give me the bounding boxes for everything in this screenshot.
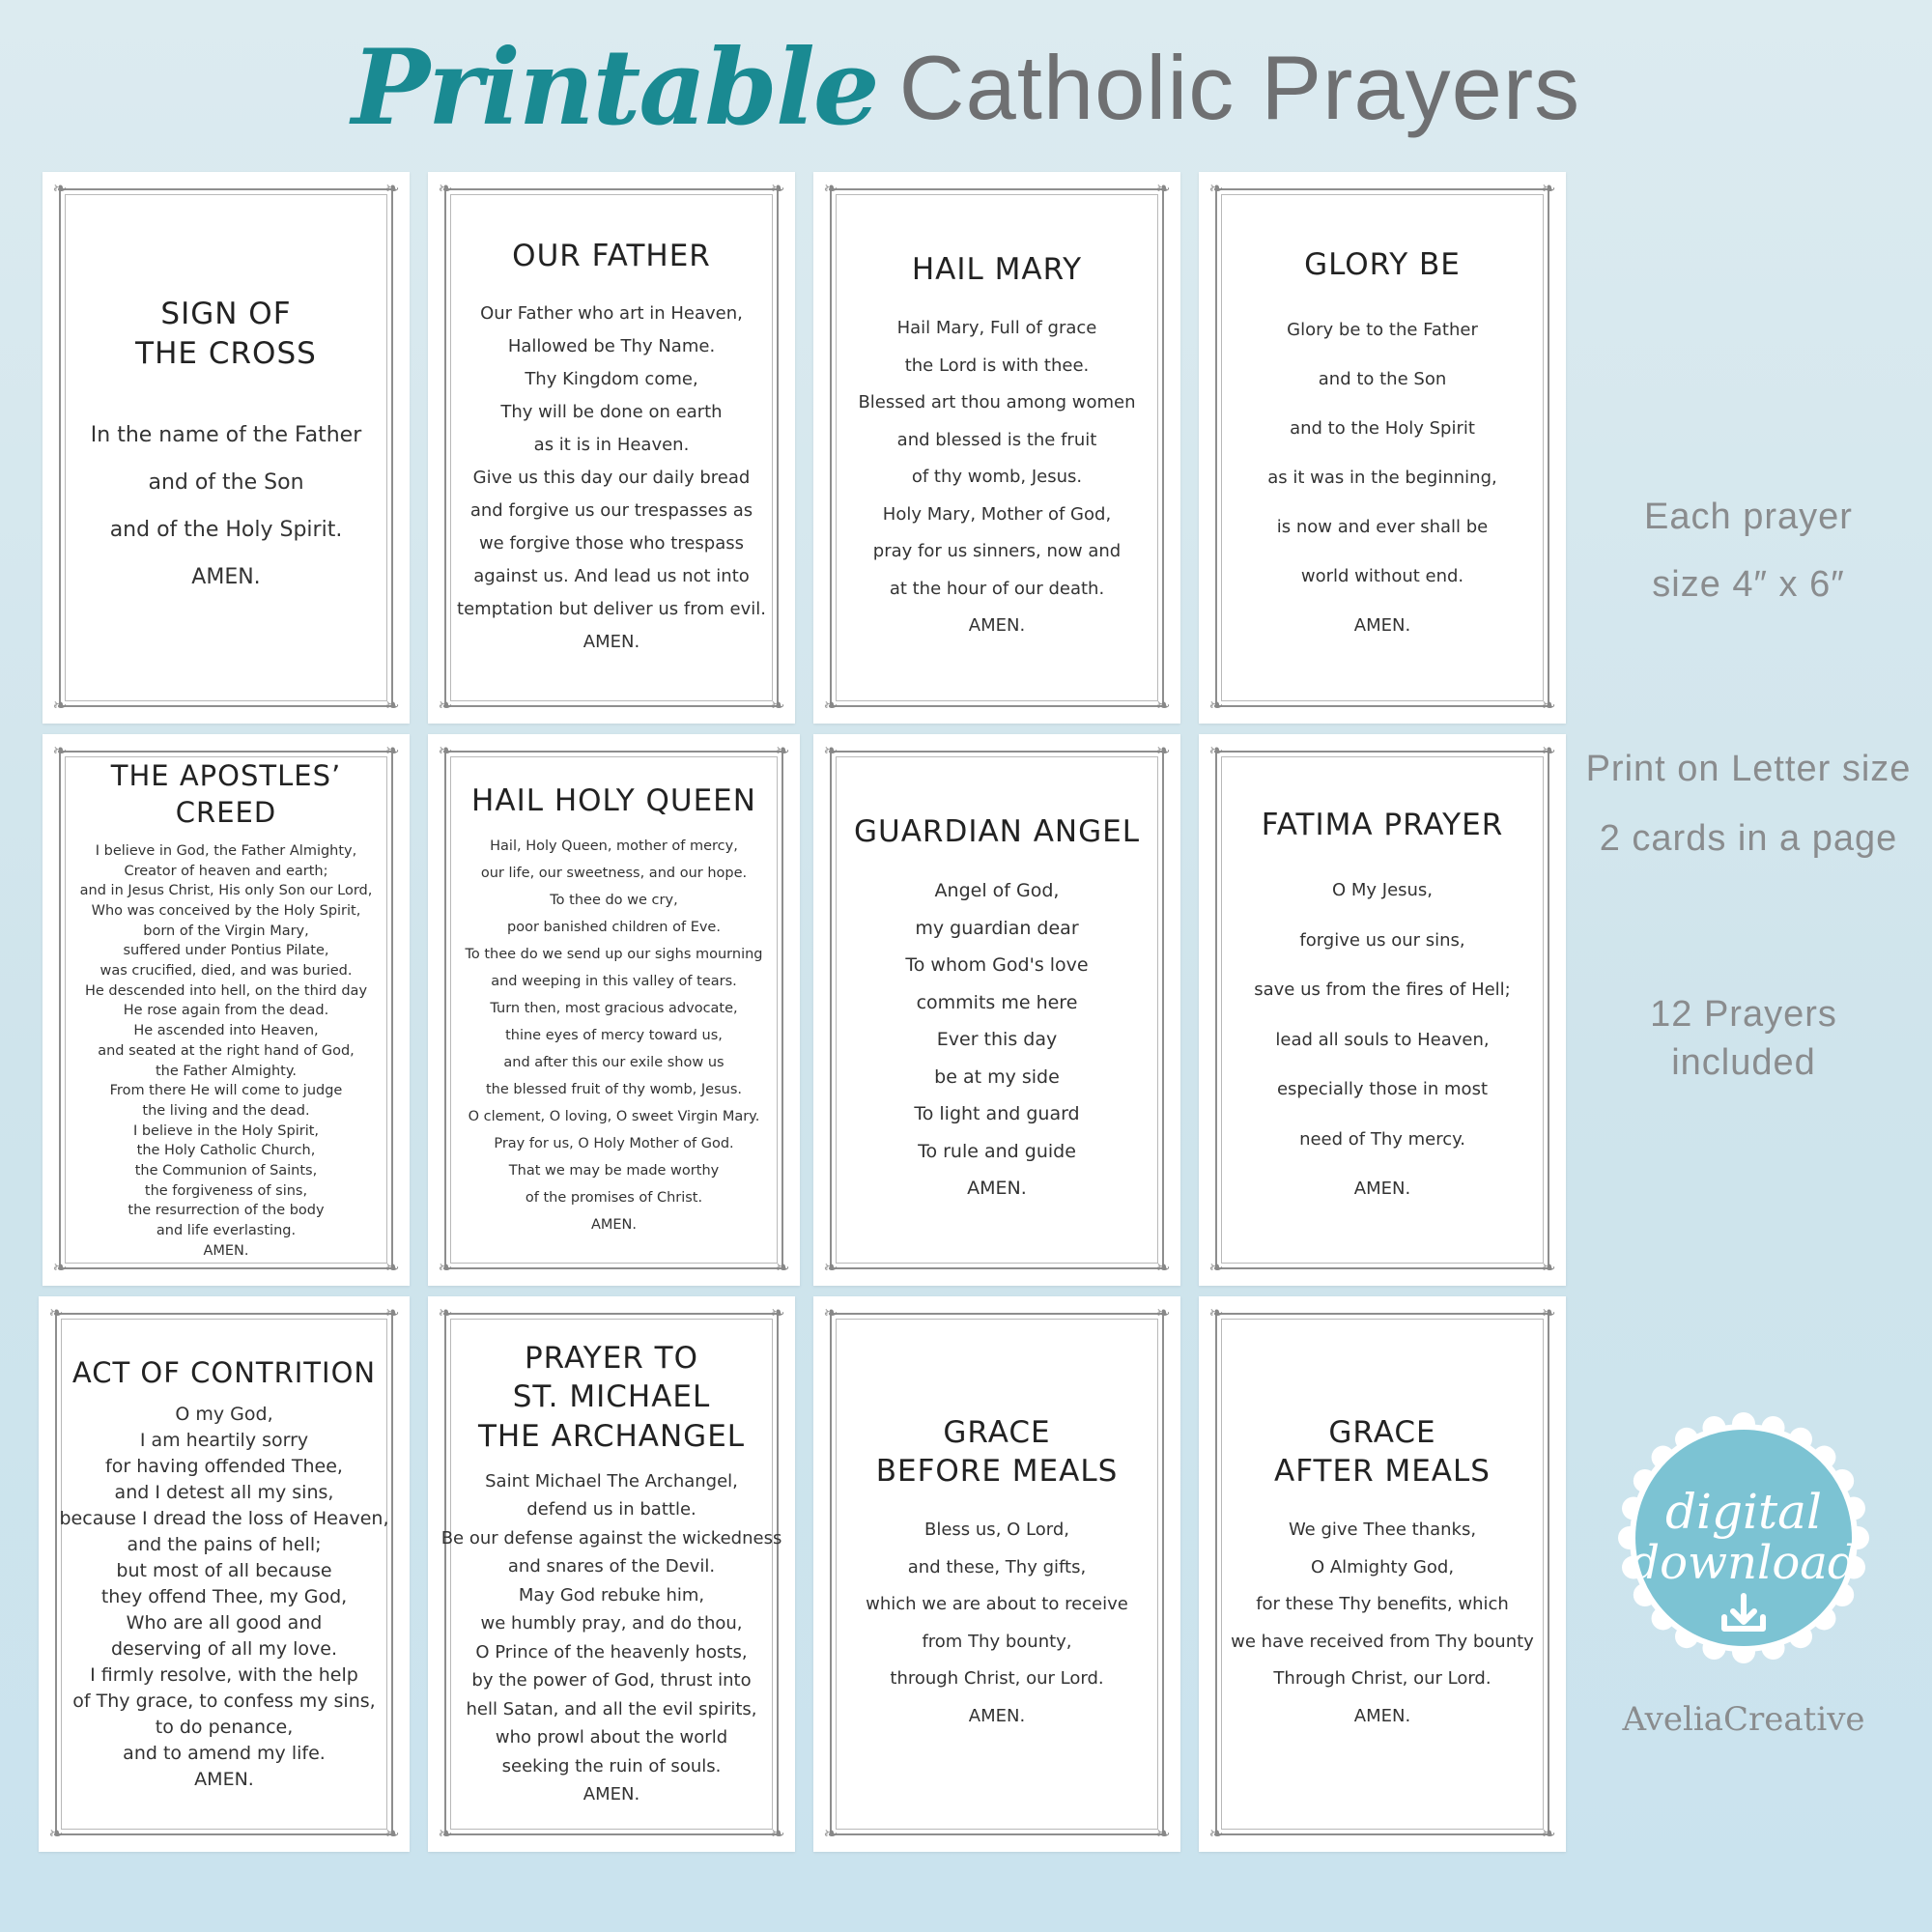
- card-prayer-text: [1254, 866, 1511, 1214]
- prayer-line: Thy will be done on earth: [500, 401, 723, 422]
- size-info-line2: size 4″ x 6″: [1652, 564, 1845, 605]
- prayer-line: be at my side: [934, 1065, 1060, 1088]
- prayer-line: deserving of all my love.: [110, 1637, 338, 1660]
- prayer-line: and to the Holy Spirit: [1290, 418, 1475, 440]
- prayer-line: Hail, Holy Queen, mother of mercy,: [490, 838, 738, 854]
- card-prayer-text: [465, 833, 762, 1238]
- prayer-line: He ascended into Heaven,: [133, 1023, 319, 1039]
- card-prayer-text: [1267, 305, 1496, 650]
- corner-ornament-icon: ❧: [1541, 1824, 1556, 1844]
- prayer-line: the Communion of Saints,: [134, 1163, 318, 1179]
- corner-ornament-icon: ❧: [1155, 1303, 1171, 1323]
- prayer-line: and these, Thy gifts,: [907, 1556, 1087, 1577]
- prayer-line: and to the Son: [1318, 369, 1447, 390]
- corner-ornament-icon: ❧: [438, 1824, 453, 1844]
- card-title: PRAYER TO ST. MICHAEL THE ARCHANGEL: [477, 1341, 746, 1454]
- prayer-card-grace-after-meals: [1199, 1296, 1566, 1852]
- corner-ornament-icon: ❧: [1541, 696, 1556, 716]
- corner-ornament-icon: ❧: [52, 696, 68, 716]
- corner-ornament-icon: ❧: [775, 1258, 790, 1278]
- prayer-line: save us from the fires of Hell;: [1254, 980, 1511, 1001]
- size-info: [1575, 483, 1922, 618]
- print-info: [1570, 734, 1927, 873]
- corner-ornament-icon: ❧: [384, 696, 400, 716]
- page-title: [0, 27, 1932, 153]
- prayer-line: pray for us sinners, now and: [872, 541, 1122, 562]
- prayer-line: I believe in God, the Father Almighty,: [95, 842, 357, 859]
- prayer-line: Angel of God,: [934, 880, 1060, 902]
- prayer-line: as it is in Heaven.: [533, 434, 690, 455]
- prayer-line: the Father Almighty.: [156, 1063, 297, 1079]
- card-content: [840, 172, 1153, 724]
- prayer-line: temptation but deliver us from evil.: [457, 598, 766, 619]
- prayer-line: we have received from Thy bounty: [1231, 1631, 1534, 1652]
- prayer-line: Bless us, O Lord,: [924, 1520, 1069, 1541]
- prayer-line: through Christ, our Lord.: [890, 1668, 1104, 1690]
- card-content: [1226, 734, 1539, 1286]
- card-prayer-text: [91, 412, 361, 601]
- corner-ornament-icon: ❧: [48, 1824, 64, 1844]
- corner-ornament-icon: ❧: [52, 179, 68, 199]
- prayer-line: is now and ever shall be: [1276, 517, 1489, 538]
- card-title: HAIL MARY: [911, 252, 1083, 288]
- card-content: [1226, 172, 1539, 724]
- prayer-line: of the promises of Christ.: [525, 1189, 703, 1206]
- corner-ornament-icon: ❧: [438, 179, 453, 199]
- badge-line1: digital: [1665, 1484, 1822, 1540]
- prayer-line: for having offended Thee,: [105, 1455, 343, 1477]
- prayer-card-grace-before-meals: [813, 1296, 1180, 1852]
- card-content: [70, 734, 383, 1286]
- prayer-line: because I dread the loss of Heaven,: [59, 1507, 389, 1529]
- prayer-line: and weeping in this valley of tears.: [491, 973, 737, 989]
- size-info-line1: Each prayer: [1644, 497, 1853, 537]
- prayer-line: the living and the dead.: [142, 1102, 310, 1119]
- corner-ornament-icon: ❧: [1155, 741, 1171, 761]
- prayer-line: but most of all because: [116, 1559, 332, 1581]
- prayer-line: Blessed art thou among women: [858, 392, 1136, 413]
- prayer-line: and after this our exile show us: [503, 1054, 724, 1070]
- card-title: OUR FATHER: [512, 239, 711, 274]
- prayer-line: defend us in battle.: [526, 1499, 696, 1520]
- card-prayer-text: [457, 298, 766, 659]
- prayer-line: We give Thee thanks,: [1288, 1520, 1477, 1541]
- title-main-words: Catholic Prayers: [898, 37, 1581, 138]
- prayer-line: we forgive those who trespass: [478, 532, 745, 554]
- card-title: SIGN OF THE CROSS: [135, 297, 317, 371]
- card-content: [455, 734, 773, 1286]
- prayer-line: for these Thy benefits, which: [1256, 1594, 1509, 1615]
- card-prayer-text: [80, 841, 373, 1262]
- prayer-line: That we may be made worthy: [508, 1162, 720, 1179]
- corner-ornament-icon: ❧: [1155, 696, 1171, 716]
- prayer-line: AMEN.: [1353, 1179, 1411, 1200]
- card-title: THE APOSTLES’ CREED: [110, 759, 342, 830]
- corner-ornament-icon: ❧: [770, 696, 785, 716]
- prayer-line: AMEN.: [968, 1705, 1026, 1726]
- title-script-word: Printable: [351, 27, 878, 149]
- prayer-line: of Thy grace, to confess my sins,: [72, 1690, 376, 1712]
- prayer-line: AMEN.: [582, 1784, 640, 1805]
- corner-ornament-icon: ❧: [384, 1258, 400, 1278]
- corner-ornament-icon: ❧: [770, 1824, 785, 1844]
- corner-ornament-icon: ❧: [384, 741, 400, 761]
- corner-ornament-icon: ❧: [1155, 1258, 1171, 1278]
- corner-ornament-icon: ❧: [823, 1824, 838, 1844]
- prayer-line: who prowl about the world: [495, 1727, 728, 1748]
- prayer-line: Turn then, most gracious advocate,: [490, 1000, 738, 1016]
- prayer-line: O Almighty God,: [1310, 1556, 1455, 1577]
- card-prayer-text: [441, 1467, 782, 1809]
- corner-ornament-icon: ❧: [48, 1303, 64, 1323]
- card-content: [1226, 1296, 1539, 1852]
- prayer-line: He descended into hell, on the third day: [84, 982, 368, 999]
- prayer-line: world without end.: [1300, 566, 1464, 587]
- brand-name: AveliaCreative: [1622, 1700, 1865, 1739]
- card-content: [440, 1296, 782, 1852]
- prayer-line: Saint Michael The Archangel,: [485, 1470, 738, 1492]
- prayer-line: and of the Holy Spirit.: [109, 517, 343, 542]
- corner-ornament-icon: ❧: [384, 1303, 400, 1323]
- prayer-line: Through Christ, our Lord.: [1273, 1668, 1492, 1690]
- prayer-card-hail-mary: [813, 172, 1180, 724]
- prayer-line: and snares of the Devil.: [507, 1556, 716, 1577]
- prayer-line: lead all souls to Heaven,: [1275, 1029, 1490, 1050]
- prayer-card-our-father: [428, 172, 795, 724]
- card-prayer-text: [1231, 1512, 1534, 1735]
- count-info-line2: included: [1671, 1042, 1816, 1083]
- prayer-line: forgive us our sins,: [1299, 929, 1465, 951]
- corner-ornament-icon: ❧: [823, 1258, 838, 1278]
- corner-ornament-icon: ❧: [384, 1824, 400, 1844]
- prayer-line: Be our defense against the wickedness: [440, 1527, 782, 1548]
- prayer-line: Hail Mary, Full of grace: [896, 318, 1097, 339]
- prayer-line: To light and guard: [914, 1103, 1080, 1125]
- corner-ornament-icon: ❧: [1155, 179, 1171, 199]
- prayer-line: I am heartily sorry: [139, 1429, 309, 1451]
- prayer-line: AMEN.: [590, 1216, 638, 1233]
- prayer-line: AMEN.: [967, 1178, 1027, 1200]
- badge-line2: download: [1630, 1536, 1858, 1590]
- prayer-line: AMEN.: [1353, 615, 1411, 637]
- prayer-line: O my God,: [175, 1403, 273, 1425]
- prayer-line: Thy Kingdom come,: [525, 368, 698, 389]
- prayer-line: suffered under Pontius Pilate,: [123, 943, 329, 959]
- prayer-line: as it was in the beginning,: [1267, 468, 1497, 489]
- corner-ornament-icon: ❧: [770, 179, 785, 199]
- corner-ornament-icon: ❧: [1541, 179, 1556, 199]
- corner-ornament-icon: ❧: [770, 1303, 785, 1323]
- prayer-line: Creator of heaven and earth;: [124, 863, 328, 879]
- prayer-line: the blessed fruit of thy womb, Jesus.: [485, 1081, 742, 1097]
- digital-download-badge: [1618, 1412, 1869, 1663]
- corner-ornament-icon: ❧: [1541, 1258, 1556, 1278]
- prayer-card-fatima-prayer: [1199, 734, 1566, 1286]
- prayer-line: AMEN.: [194, 1768, 254, 1790]
- prayer-line: need of Thy mercy.: [1299, 1128, 1465, 1150]
- card-prayer-text: [858, 310, 1135, 645]
- prayer-line: He rose again from the dead.: [123, 1003, 329, 1019]
- prayer-line: our life, our sweetness, and our hope.: [480, 865, 748, 881]
- prayer-line: I firmly resolve, with the help: [90, 1663, 358, 1686]
- prayer-line: hell Satan, and all the evil spirits,: [466, 1698, 757, 1719]
- corner-ornament-icon: ❧: [823, 1303, 838, 1323]
- prayer-line: was crucified, died, and was buried.: [99, 963, 353, 980]
- prayer-card-prayer-to-st-michael: [428, 1296, 795, 1852]
- card-title: FATIMA PRAYER: [1261, 808, 1504, 843]
- prayer-line: AMEN.: [1353, 1705, 1411, 1726]
- corner-ornament-icon: ❧: [52, 1258, 68, 1278]
- prayer-line: and to amend my life.: [123, 1742, 326, 1764]
- prayer-line: especially those in most: [1276, 1079, 1489, 1100]
- prayer-line: Glory be to the Father: [1287, 320, 1478, 341]
- prayer-line: to do penance,: [155, 1716, 294, 1738]
- prayer-line: Pray for us, O Holy Mother of God.: [494, 1135, 734, 1151]
- prayer-line: the forgiveness of sins,: [144, 1182, 308, 1199]
- prayer-line: To rule and guide: [918, 1140, 1076, 1162]
- prayer-line: Who was conceived by the Holy Spirit,: [91, 902, 361, 919]
- card-content: [70, 172, 383, 724]
- corner-ornament-icon: ❧: [52, 741, 68, 761]
- prayer-line: AMEN.: [582, 631, 640, 652]
- prayer-line: AMEN.: [968, 615, 1026, 637]
- prayer-line: and I detest all my sins,: [114, 1481, 334, 1503]
- prayer-line: and life everlasting.: [156, 1223, 297, 1239]
- card-content: [840, 1296, 1153, 1852]
- prayer-line: and the pains of hell;: [127, 1533, 322, 1555]
- corner-ornament-icon: ❧: [823, 696, 838, 716]
- card-title: GRACE AFTER MEALS: [1274, 1414, 1491, 1489]
- prayer-line: Ever this day: [936, 1029, 1058, 1051]
- prayer-line: against us. And lead us not into: [473, 565, 750, 586]
- prayer-line: and of the Son: [148, 469, 304, 495]
- prayer-card-sign-of-the-cross: [43, 172, 410, 724]
- print-info-line2: 2 cards in a page: [1599, 818, 1898, 859]
- corner-ornament-icon: ❧: [775, 741, 790, 761]
- prayer-line: poor banished children of Eve.: [507, 919, 721, 935]
- prayer-line: AMEN.: [191, 564, 261, 589]
- count-info-line1: 12 Prayers: [1650, 994, 1837, 1035]
- prayer-line: and seated at the right hand of God,: [98, 1042, 355, 1059]
- corner-ornament-icon: ❧: [438, 1303, 453, 1323]
- corner-ornament-icon: ❧: [1208, 1824, 1224, 1844]
- card-content: [840, 734, 1153, 1286]
- prayer-line: the Lord is with thee.: [904, 355, 1090, 376]
- prayer-line: From there He will come to judge: [109, 1083, 343, 1099]
- corner-ornament-icon: ❧: [438, 696, 453, 716]
- prayer-line: Hallowed be Thy Name.: [507, 335, 716, 356]
- card-prayer-text: [905, 872, 1088, 1208]
- prayer-line: born of the Virgin Mary,: [143, 923, 309, 939]
- corner-ornament-icon: ❧: [1208, 1303, 1224, 1323]
- corner-ornament-icon: ❧: [384, 179, 400, 199]
- prayer-line: Holy Mary, Mother of God,: [882, 503, 1112, 525]
- prayer-line: at the hour of our death.: [889, 578, 1105, 599]
- prayer-card-act-of-contrition: [39, 1296, 410, 1852]
- card-title: HAIL HOLY QUEEN: [471, 783, 756, 819]
- card-content: [59, 1296, 389, 1852]
- prayer-line: the Holy Catholic Church,: [136, 1143, 316, 1159]
- prayer-line: they offend Thee, my God,: [100, 1585, 348, 1607]
- prayer-line: To whom God's love: [905, 954, 1089, 977]
- corner-ornament-icon: ❧: [1208, 179, 1224, 199]
- prayer-line: and blessed is the fruit: [896, 429, 1097, 450]
- prayer-line: AMEN.: [203, 1242, 249, 1259]
- prayer-line: of thy womb, Jesus.: [911, 467, 1083, 488]
- corner-ornament-icon: ❧: [1208, 741, 1224, 761]
- print-info-line1: Print on Letter size: [1585, 749, 1912, 789]
- prayer-card-apostles-creed: [43, 734, 410, 1286]
- card-prayer-text: [60, 1402, 389, 1793]
- card-title: GRACE BEFORE MEALS: [875, 1414, 1119, 1489]
- prayer-line: seeking the ruin of souls.: [501, 1755, 722, 1776]
- prayer-line: In the name of the Father: [90, 422, 362, 447]
- prayer-line: May God rebuke him,: [518, 1584, 705, 1605]
- prayer-line: which we are about to receive: [866, 1594, 1128, 1615]
- corner-ornament-icon: ❧: [438, 741, 453, 761]
- prayer-line: I believe in the Holy Spirit,: [132, 1122, 320, 1139]
- prayer-line: commits me here: [916, 991, 1078, 1013]
- prayer-line: by the power of God, thrust into: [471, 1670, 752, 1691]
- corner-ornament-icon: ❧: [823, 179, 838, 199]
- prayer-line: thine eyes of mercy toward us,: [505, 1027, 723, 1043]
- prayer-line: To thee do we send up our sighs mourning: [465, 946, 763, 962]
- prayer-line: and forgive us our trespasses as: [469, 499, 753, 521]
- card-title: ACT OF CONTRITION: [71, 1356, 377, 1390]
- prayer-line: To thee do we cry,: [550, 892, 678, 908]
- prayer-line: Who are all good and: [126, 1611, 323, 1634]
- count-info: [1570, 990, 1918, 1087]
- prayer-card-hail-holy-queen: [428, 734, 800, 1286]
- corner-ornament-icon: ❧: [1155, 1824, 1171, 1844]
- prayer-line: O clement, O loving, O sweet Virgin Mary.: [468, 1108, 760, 1124]
- corner-ornament-icon: ❧: [438, 1258, 453, 1278]
- card-prayer-text: [866, 1512, 1128, 1735]
- prayer-line: the resurrection of the body: [128, 1203, 325, 1219]
- prayer-line: Our Father who art in Heaven,: [480, 302, 743, 324]
- corner-ornament-icon: ❧: [1541, 1303, 1556, 1323]
- prayer-line: we humbly pray, and do thou,: [480, 1613, 743, 1634]
- prayer-line: O Prince of the heavenly hosts,: [475, 1641, 748, 1662]
- card-title: GLORY BE: [1304, 246, 1461, 282]
- corner-ornament-icon: ❧: [1208, 1258, 1224, 1278]
- card-content: [455, 172, 768, 724]
- prayer-line: Give us this day our daily bread: [472, 467, 751, 488]
- corner-ornament-icon: ❧: [1541, 741, 1556, 761]
- card-title: GUARDIAN ANGEL: [854, 814, 1140, 850]
- prayer-line: O My Jesus,: [1331, 880, 1434, 901]
- prayer-line: my guardian dear: [915, 917, 1079, 939]
- corner-ornament-icon: ❧: [1208, 696, 1224, 716]
- prayer-line: from Thy bounty,: [922, 1631, 1072, 1652]
- prayer-card-guardian-angel: [813, 734, 1180, 1286]
- corner-ornament-icon: ❧: [823, 741, 838, 761]
- prayer-card-glory-be: [1199, 172, 1566, 724]
- prayer-line: and in Jesus Christ, His only Son our Lord,: [79, 883, 373, 899]
